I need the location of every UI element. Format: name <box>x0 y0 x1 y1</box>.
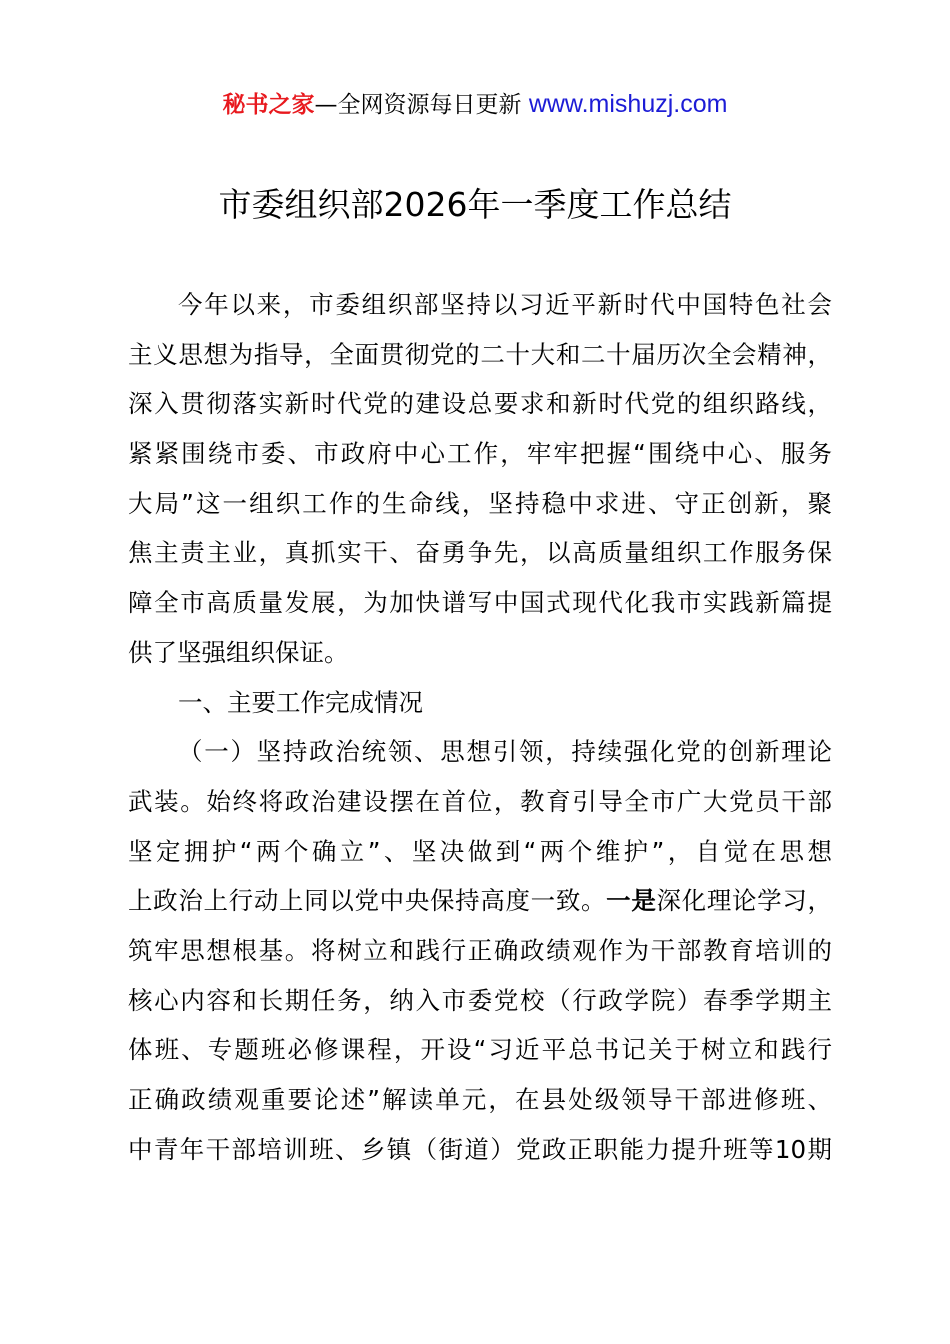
brand-name: 秘书之家 <box>222 92 315 118</box>
paragraph-line: 主义思想为指导，全面贯彻党的二十大和二十届历次全会精神， <box>128 339 832 369</box>
paragraph-line: 大局”这一组织工作的生命线，坚持稳中求进、守正创新，聚 <box>128 488 832 518</box>
paragraph-line: 体班、专题班必修课程，开设“习近平总书记关于树立和践行 <box>128 1035 832 1065</box>
document-body <box>128 280 832 1174</box>
paragraph-line: 障全市高质量发展，为加快谱写中国式现代化我市实践新篇提 <box>128 588 832 618</box>
site-url-link[interactable]: www.mishuzj.com <box>528 90 728 118</box>
bold-lead: 一是 <box>606 886 657 916</box>
line-text: 深化理论学习， <box>656 886 833 916</box>
paragraph-line: 中青年干部培训班、乡镇（街道）党政正职能力提升班等10期 <box>128 1134 832 1164</box>
paragraph-line: 正确政绩观重要论述”解读单元，在县处级领导干部进修班、 <box>128 1085 832 1114</box>
banner-tagline: —全网资源每日更新 <box>314 92 529 118</box>
paragraph-line: 坚定拥护“两个确立”、坚决做到“两个维护”，自觉在思想 <box>128 836 832 866</box>
paragraph-line <box>128 876 832 926</box>
paragraph-line: 核心内容和长期任务，纳入市委党校（行政学院）春季学期主 <box>128 985 832 1015</box>
paragraph-line: 武装。始终将政治建设摆在首位，教育引导全市广大党员干部 <box>128 786 832 816</box>
paragraph-line: 焦主责主业，真抓实干、奋勇争先，以高质量组织工作服务保 <box>128 538 832 568</box>
section-heading: 一、主要工作完成情况 <box>178 687 423 717</box>
paragraph-line: 供了坚强组织保证。 <box>128 637 349 667</box>
document-title: 市委组织部2026年一季度工作总结 <box>218 185 732 224</box>
subsection-heading-line: （一）坚持政治统领、思想引领，持续强化党的创新理论 <box>178 737 832 767</box>
line-text: 上政治上行动上同以党中央保持高度一致。 <box>128 886 607 916</box>
paragraph-line: 筑牢思想根基。将树立和践行正确政绩观作为干部教育培训的 <box>128 935 832 965</box>
site-banner <box>0 88 950 121</box>
paragraph-line: 今年以来，市委组织部坚持以习近平新时代中国特色社会 <box>178 290 832 319</box>
paragraph-line: 深入贯彻落实新时代党的建设总要求和新时代党的组织路线， <box>128 389 832 419</box>
paragraph-line: 紧紧围绕市委、市政府中心工作，牢牢把握“围绕中心、服务 <box>128 439 832 469</box>
